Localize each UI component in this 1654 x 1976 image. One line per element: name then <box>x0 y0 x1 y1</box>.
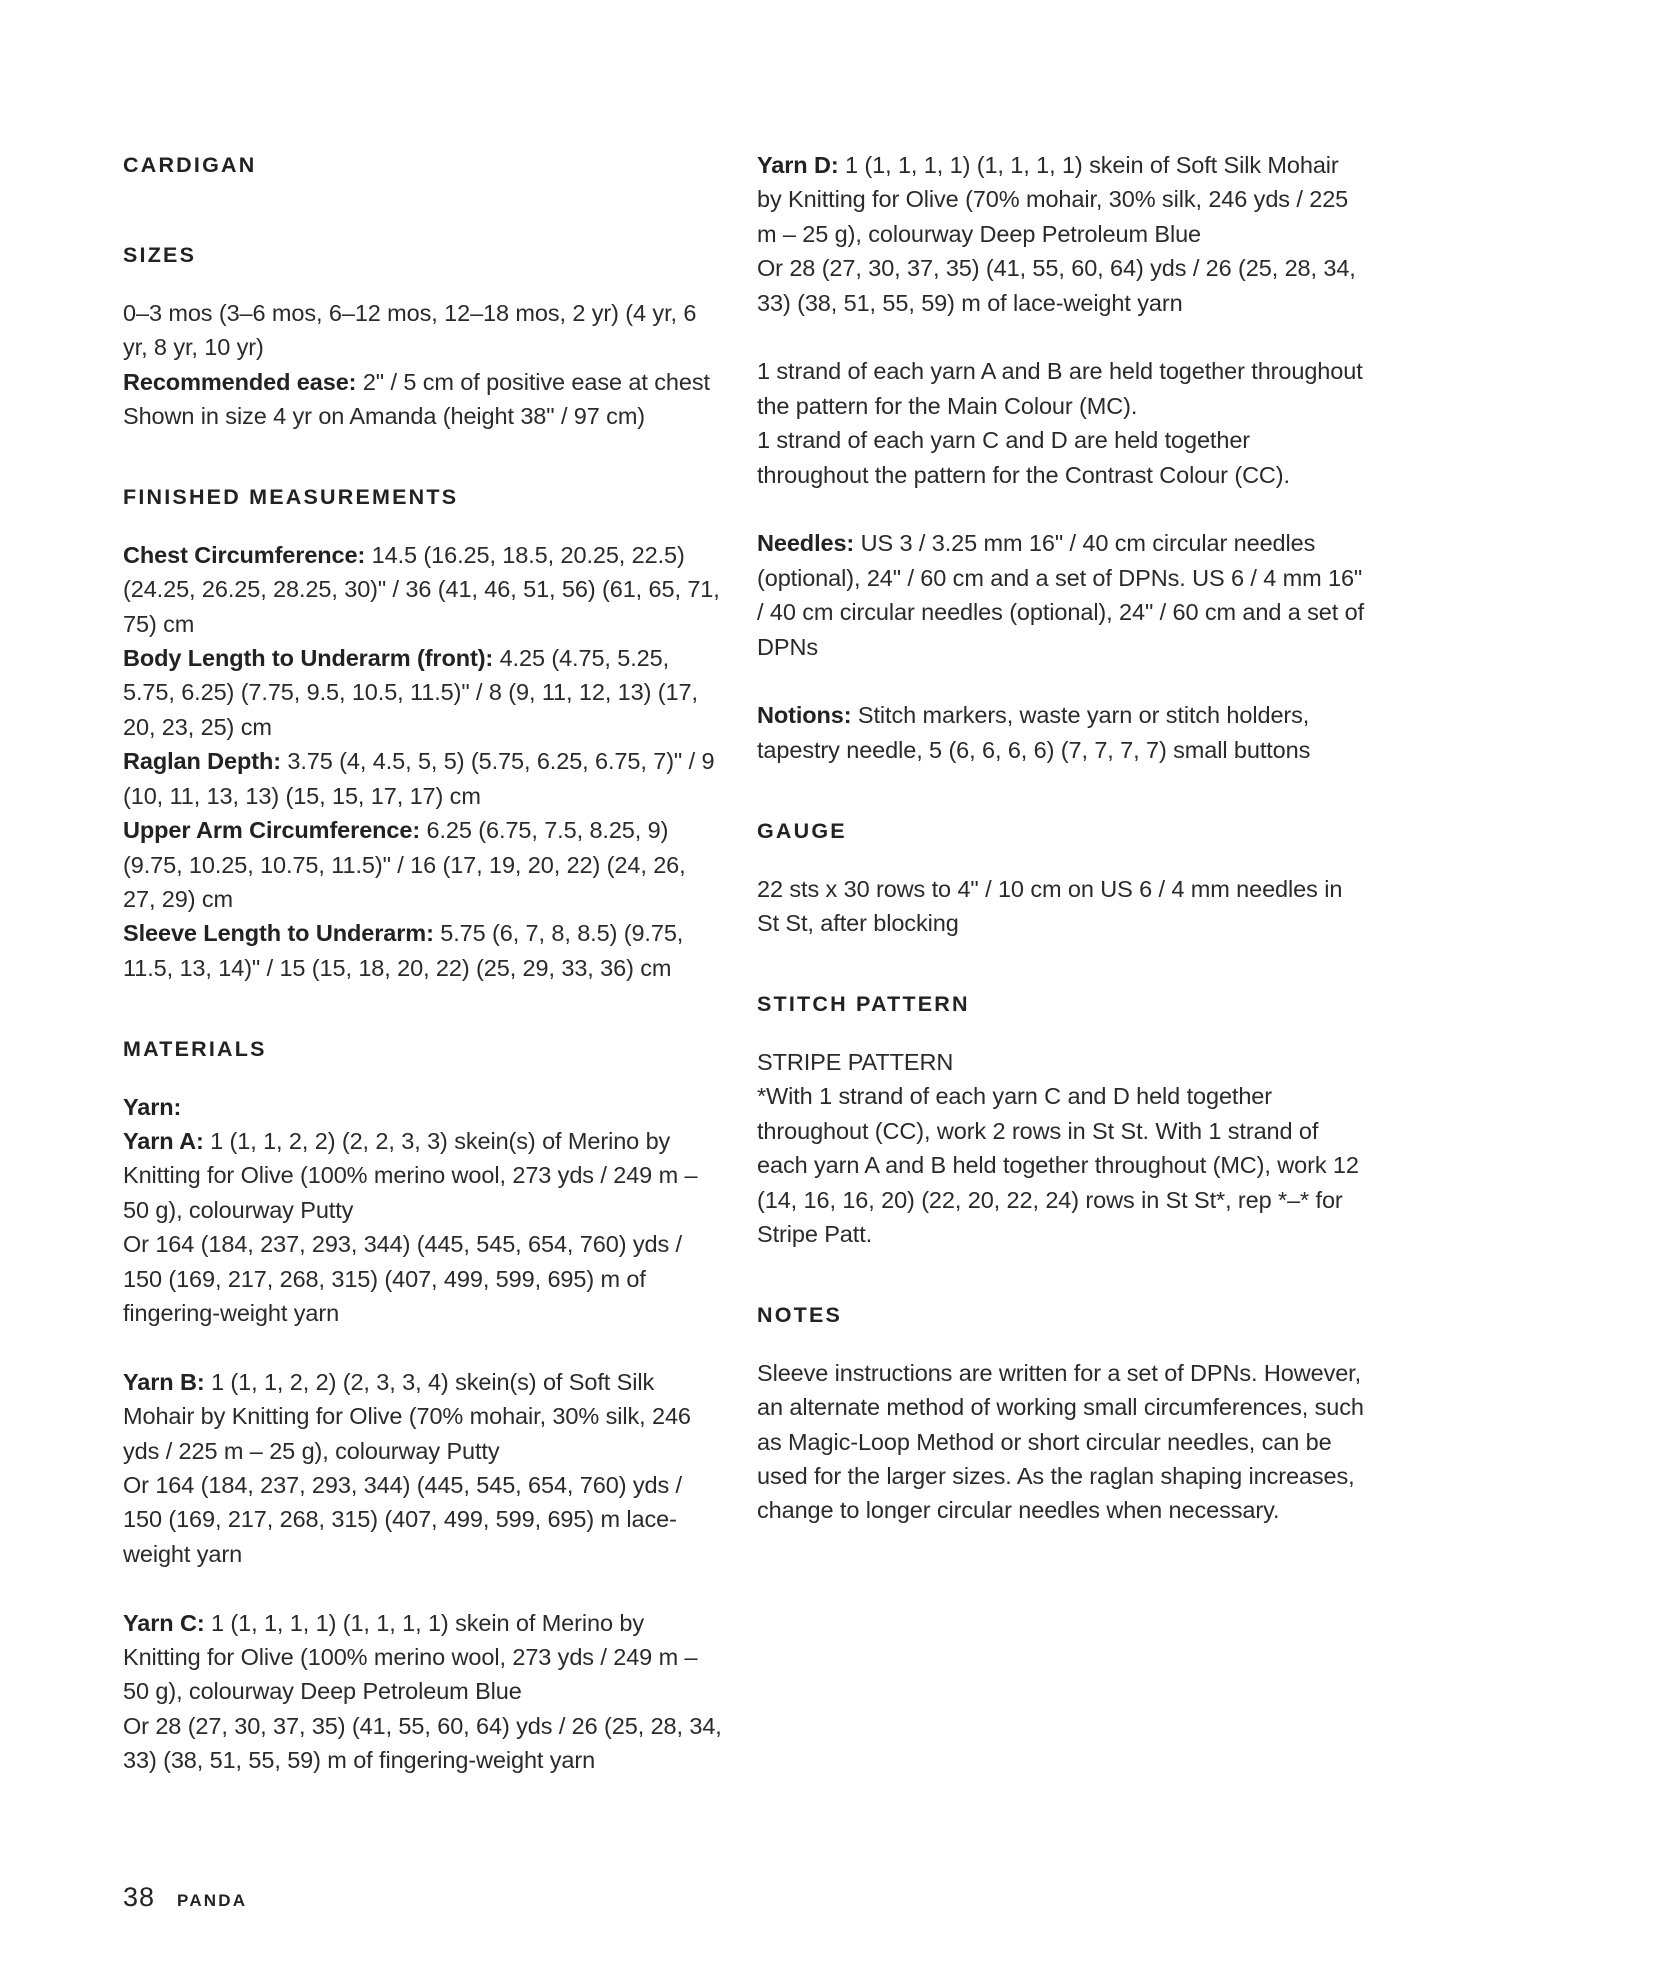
page-footer <box>123 1882 247 1913</box>
stripe-pattern-text <box>757 1045 1367 1251</box>
yarn-d-details: 1 (1, 1, 1, 1) (1, 1, 1, 1) skein of Soft Silk Mohair by Knitting for Olive (70% mohair, 30% silk, 246 yds / 225 m – 25 g), colourway Deep Petroleum Blue <box>757 152 1349 247</box>
pattern-title: CARDIGAN <box>123 153 257 177</box>
yarn-d-description <box>757 148 1367 251</box>
strands-mc: 1 strand of each yarn A and B are held together throughout the pattern for the Main Colour (MC). <box>757 358 1363 419</box>
measurement-item <box>123 744 723 813</box>
yarn-d-label: Yarn D: <box>757 152 839 178</box>
yarn-a-text <box>123 1090 723 1331</box>
measurement-item <box>123 916 723 985</box>
needles-value: US 3 / 3.25 mm 16" / 40 cm circular needles (optional), 24" / 60 cm and a set of DPNs. US 6 / 4 mm 16" / 40 cm circular needles (optional), 24" / 60 cm and a set of DPNs <box>757 530 1365 660</box>
stitch-pattern-section <box>757 987 1367 1251</box>
measurement-item <box>123 641 723 744</box>
yarn-c-description <box>123 1606 723 1709</box>
notes-text: Sleeve instructions are written for a set of DPNs. However, an alternate method of working small circumferences, such as Magic-Loop Method or short circular needles, can be used for the larger sizes. As the raglan shaping increases, change to longer circular needles when necessary. <box>757 1359 1364 1524</box>
measurement-value: 5.75 (6, 7, 8, 8.5) (9.75, 11.5, 13, 14)" / 15 (15, 18, 20, 22) (25, 29, 33, 36) cm <box>123 920 684 981</box>
yarn-label: Yarn: <box>123 1093 182 1120</box>
yarn-d-section <box>757 148 1367 767</box>
measurement-value: 3.75 (4, 4.5, 5, 5) (5.75, 6.25, 6.75, 7)" / 9 (10, 11, 13, 13) (15, 15, 17, 17) cm <box>123 748 715 809</box>
yarn-c-text <box>123 1606 723 1778</box>
notions-text <box>757 698 1367 767</box>
yarn-a-alternative: Or 164 (184, 237, 293, 344) (445, 545, 654, 760) yds / 150 (169, 217, 268, 315) (407, 499, 599, 695) m of fingering-weight yarn <box>123 1231 682 1326</box>
needles-text <box>757 526 1367 664</box>
measurement-label: Chest Circumference: <box>123 541 366 568</box>
recommended-ease <box>123 365 723 399</box>
ease-value: 2" / 5 cm of positive ease at chest <box>356 368 710 395</box>
sizes-range: 0–3 mos (3–6 mos, 6–12 mos, 12–18 mos, 2 yr) (4 yr, 6 yr, 8 yr, 10 yr) <box>123 299 697 361</box>
page-number: 38 <box>123 1882 156 1912</box>
measurement-value: 6.25 (6.75, 7.5, 8.25, 9) (9.75, 10.25, 10.75, 11.5)" / 16 (17, 19, 20, 22) (24, 26, 27, 29) cm <box>123 817 686 912</box>
needles-label: Needles: <box>757 530 855 557</box>
yarn-b-text <box>123 1365 723 1571</box>
notes-section <box>757 1298 1367 1527</box>
yarn-d-alternative: Or 28 (27, 30, 37, 35) (41, 55, 60, 64) yds / 26 (25, 28, 34, 33) (38, 51, 55, 59) m of lace-weight yarn <box>757 255 1356 316</box>
yarn-a-description <box>123 1124 723 1227</box>
measurement-label: Upper Arm Circumference: <box>123 817 421 844</box>
stitch-pattern-heading: STITCH PATTERN <box>757 992 970 1017</box>
left-column <box>123 148 723 1825</box>
right-column <box>757 148 1367 1575</box>
notions-label: Notions: <box>757 702 852 729</box>
yarn-d-text <box>757 148 1367 320</box>
measurement-item <box>123 538 723 641</box>
measurement-label: Sleeve Length to Underarm: <box>123 920 434 947</box>
yarn-c-details: 1 (1, 1, 1, 1) (1, 1, 1, 1) skein of Merino by Knitting for Olive (100% merino wool, 273 yds / 249 m – 50 g), colourway Deep Petroleum Blue <box>123 1609 698 1705</box>
measurement-value: 4.25 (4.75, 5.25, 5.75, 6.25) (7.75, 9.5, 10.5, 11.5)" / 8 (9, 11, 12, 13) (17, 20, 23, 25) cm <box>123 645 698 740</box>
yarn-c-alternative: Or 28 (27, 30, 37, 35) (41, 55, 60, 64) yds / 26 (25, 28, 34, 33) (38, 51, 55, 59) m of fingering-weight yarn <box>123 1712 722 1774</box>
notes-heading: NOTES <box>757 1303 843 1328</box>
materials-section <box>123 1032 723 1778</box>
stripe-pattern-instructions: *With 1 strand of each yarn C and D held together throughout (CC), work 2 rows in St St. With 1 strand of each yarn A and B held together throughout (MC), work 12 (14, 16, 16, 20) (22, 20, 22, 24) rows in St St*, rep *–* for Stripe Patt. <box>757 1083 1359 1247</box>
strands-text <box>757 354 1367 492</box>
measurement-label: Raglan Depth: <box>123 748 281 775</box>
ease-label: Recommended ease: <box>123 368 357 395</box>
finished-measurements-section <box>123 480 723 985</box>
sizes-section <box>123 238 723 433</box>
yarn-c-label: Yarn C: <box>123 1609 205 1636</box>
gauge-text: 22 sts x 30 rows to 4" / 10 cm on US 6 / 4 mm needles in St St, after blocking <box>757 875 1343 937</box>
measurement-item <box>123 813 723 916</box>
gauge-section <box>757 814 1367 940</box>
yarn-b-description <box>123 1365 723 1468</box>
sizes-text <box>123 296 723 434</box>
yarn-b-details: 1 (1, 1, 2, 2) (2, 3, 3, 4) skein(s) of Soft Silk Mohair by Knitting for Olive (70% mohair, 30% silk, 246 yds / 225 m – 25 g), colourway Putty <box>123 1368 691 1464</box>
notions-value: Stitch markers, waste yarn or stitch holders, tapestry needle, 5 (6, 6, 6, 6) (7, 7, 7, 7) small buttons <box>757 702 1311 763</box>
yarn-a-details: 1 (1, 1, 2, 2) (2, 2, 3, 3) skein(s) of Merino by Knitting for Olive (100% merino wool, 273 yds / 249 m – 50 g), colourway Putty <box>123 1127 698 1223</box>
measurement-label: Body Length to Underarm (front): <box>123 645 494 672</box>
finished-measurements-heading: FINISHED MEASUREMENTS <box>123 485 459 510</box>
shown-size: Shown in size 4 yr on Amanda (height 38" / 97 cm) <box>123 403 646 430</box>
measurement-value: 14.5 (16.25, 18.5, 20.25, 22.5) (24.25, 26.25, 28.25, 30)" / 36 (41, 46, 51, 56) (61, 65, 71, 75) cm <box>123 541 720 637</box>
strands-cc: 1 strand of each yarn C and D are held together throughout the pattern for the Contrast Colour (CC). <box>757 427 1290 488</box>
measurements-list <box>123 538 723 985</box>
materials-heading: MATERIALS <box>123 1037 267 1062</box>
yarn-b-label: Yarn B: <box>123 1368 205 1395</box>
running-title: PANDA <box>177 1891 248 1910</box>
yarn-a-label: Yarn A: <box>123 1127 204 1154</box>
yarn-b-alternative: Or 164 (184, 237, 293, 344) (445, 545, 654, 760) yds / 150 (169, 217, 268, 315) (407, 499, 599, 695) m lace-weight yarn <box>123 1471 682 1567</box>
stripe-pattern-subheading: STRIPE PATTERN <box>757 1048 954 1075</box>
sizes-heading: SIZES <box>123 243 197 268</box>
gauge-heading: GAUGE <box>757 819 847 844</box>
